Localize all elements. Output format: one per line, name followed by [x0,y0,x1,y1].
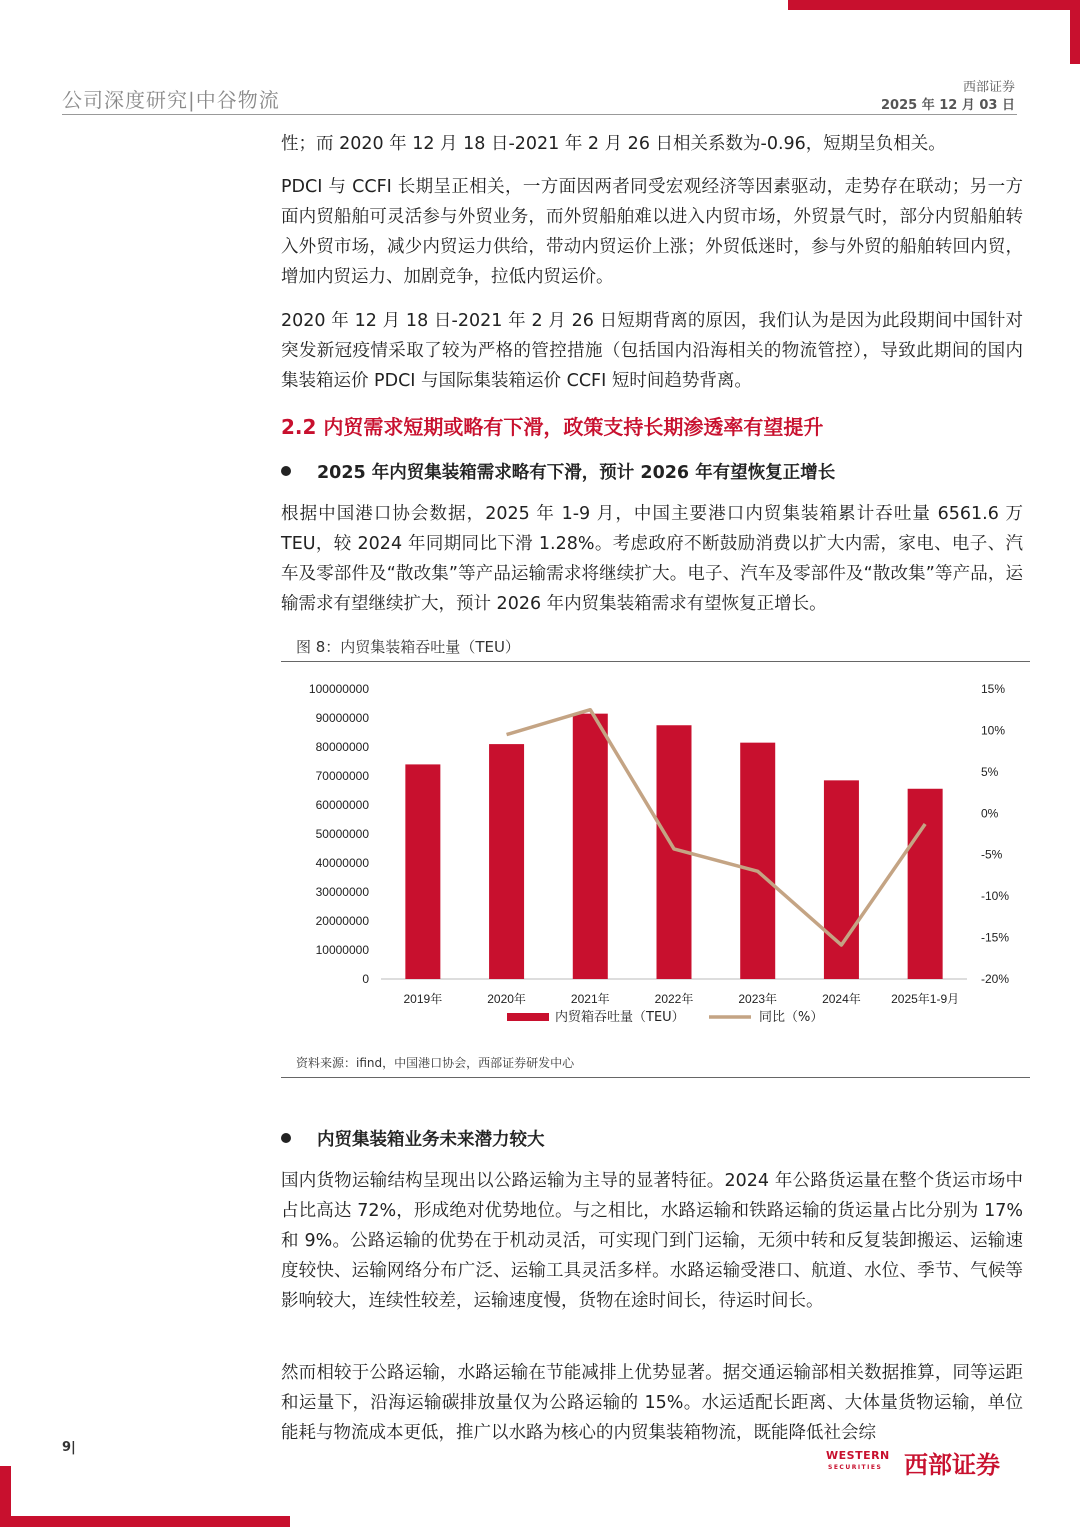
y-left-tick-label: 70000000 [315,769,369,783]
y-right-tick-label: -10% [981,889,1010,904]
x-tick-label: 2025年1-9月 [891,992,960,1006]
paragraph-text: 性；而 2020 年 12 月 18 日-2021 年 2 月 26 日相关系数为-0.96，短期呈负相关。 [281,134,946,154]
header-org: 西部证券 [962,80,1015,95]
figure-title: 图 8：内贸集装箱吞吐量（TEU） [296,638,520,656]
y-left-tick-label: 30000000 [315,885,369,899]
frame-bottom-corner [0,1466,11,1527]
y-left-tick-label: 100000000 [308,682,369,696]
x-tick-label: 2024年 [822,992,861,1006]
bullet-icon [281,1133,291,1143]
section-heading: 2.2 内贸需求短期或略有下滑，政策支持长期渗透率有望提升 [281,415,824,439]
y-left-tick-label: 10000000 [315,943,369,957]
company-logo [826,1445,1020,1477]
figure-source: 资料来源：ifind，中国港口协会，西部证券研发中心 [296,1056,575,1070]
y-left-tick-label: 40000000 [315,856,369,870]
paragraph-text: 2020 年 12 月 18 日-2021 年 2 月 26 日短期背离的原因，我们认为是因为此段期间中国针对突发新冠疫情采取了较为严格的管控措施（包括国内沿海相关的物流管控），导致此期间的国内集装箱运价 PDCI 与国际集装箱运价 CCFI 短时间趋势背离。 [281,311,1023,391]
paragraph-port-data [281,499,1023,619]
y-left-tick-label: 0 [362,972,369,986]
y-right-tick-label: 10% [981,723,1006,738]
bar-throughput [489,744,524,979]
paragraph-transport-structure [281,1166,1023,1316]
legend-label-line: 同比（%） [759,1010,824,1025]
legend-label-bar: 内贸箱吞吐量（TEU） [555,1010,685,1025]
bar-throughput [908,789,943,979]
bullet-text: 2025 年内贸集装箱需求略有下滑，预计 2026 年有望恢复正增长 [317,463,836,483]
bullet-heading-demand [281,459,835,484]
frame-top-corner [1070,0,1080,64]
header-date: 2025 年 12 月 03 日 [881,98,1015,113]
x-tick-label: 2022年 [654,992,694,1006]
figure-top-rule [281,661,1030,662]
paragraph-emission [281,1358,1023,1448]
bar-throughput [740,743,775,979]
y-right-tick-label: -5% [981,847,1003,862]
logo-cn: 西部证券 [904,1451,1000,1479]
bullet-heading-potential [281,1126,545,1151]
header-divider [62,114,1017,115]
x-tick-label: 2023年 [738,992,778,1006]
y-right-tick-label: 0% [981,806,999,821]
y-right-tick-label: 15% [981,682,1006,696]
y-left-tick-label: 80000000 [315,740,369,754]
legend-swatch-bar [507,1013,549,1021]
bar-throughput [405,764,440,979]
paragraph-text: 根据中国港口协会数据，2025 年 1-9 月，中国主要港口内贸集装箱累计吞吐量 6561.6 万 TEU，较 2024 年同期同比下滑 1.28%。考虑政府不断鼓励消费以扩大内需，家电、电子、汽车及零部件及“散改集”等产品运输需求将继续扩大。电子、汽车及零部件及“散改集”等产品，运输需求有望继续扩大，预计 2026 年内贸集装箱需求有望恢复正增长。 [281,504,1023,614]
x-tick-label: 2021年 [570,992,610,1006]
logo-en-sub: SECURITIES [828,1464,883,1471]
bar-throughput [573,714,608,979]
y-left-tick-label: 90000000 [315,711,369,725]
header-title: 公司深度研究|中谷物流 [62,88,280,112]
bar-throughput [824,780,859,979]
y-right-tick-label: -15% [981,930,1010,945]
throughput-chart [281,665,1030,1050]
x-tick-label: 2020年 [487,992,526,1006]
line-yoy [507,710,926,945]
figure-bottom-rule [281,1077,1030,1078]
paragraph-text: 国内货物运输结构呈现出以公路运输为主导的显著特征。2024 年公路货运量在整个货运市场中占比高达 72%，形成绝对优势地位。与之相比，水路运输和铁路运输的货运量占比分别为 17%和 9%。公路运输的优势在于机动灵活，可实现门到门运输，无须中转和反复装卸搬运、运输速度较快、运输网络分布广泛、运输工具灵活多样。水路运输受港口、航道、水位、季节、气候等影响较大，连续性较差，运输速度慢，货物在途时间长，待运时间长。 [281,1171,1023,1311]
logo-en: WESTERN [826,1449,890,1462]
bullet-text: 内贸集装箱业务未来潜力较大 [317,1130,545,1150]
bullet-icon [281,466,291,476]
y-left-tick-label: 20000000 [315,914,369,928]
y-left-tick-label: 60000000 [315,798,369,812]
frame-bottom-bar [0,1516,290,1527]
x-tick-label: 2019年 [403,992,443,1006]
paragraph-text: 然而相较于公路运输，水路运输在节能减排上优势显著。据交通运输部相关数据推算，同等运距和运量下，沿海运输碳排放量仅为公路运输的 15%。水运适配长距离、大体量货物运输，单位能耗与物流成本更低，推广以水路为核心的内贸集装箱物流，既能降低社会综 [281,1363,1023,1443]
paragraph-text: PDCI 与 CCFI 长期呈正相关，一方面因两者同受宏观经济等因素驱动，走势存在联动；另一方面内贸船舶可灵活参与外贸业务，而外贸船舶难以进入内贸市场，外贸景气时，部分内贸船舶转入外贸市场，减少内贸运力供给，带动内贸运价上涨；外贸低迷时，参与外贸的船舶转回内贸，增加内贸运力、加剧竞争，拉低内贸运价。 [281,177,1023,287]
page-number: 9| [62,1440,76,1455]
paragraph-divergence [281,306,1023,396]
y-left-tick-label: 50000000 [315,827,369,841]
y-right-tick-label: -20% [981,972,1010,986]
frame-top-bar [788,0,1080,10]
paragraph-continued [281,129,1023,159]
paragraph-correlation [281,172,1023,292]
y-right-tick-label: 5% [981,764,999,779]
